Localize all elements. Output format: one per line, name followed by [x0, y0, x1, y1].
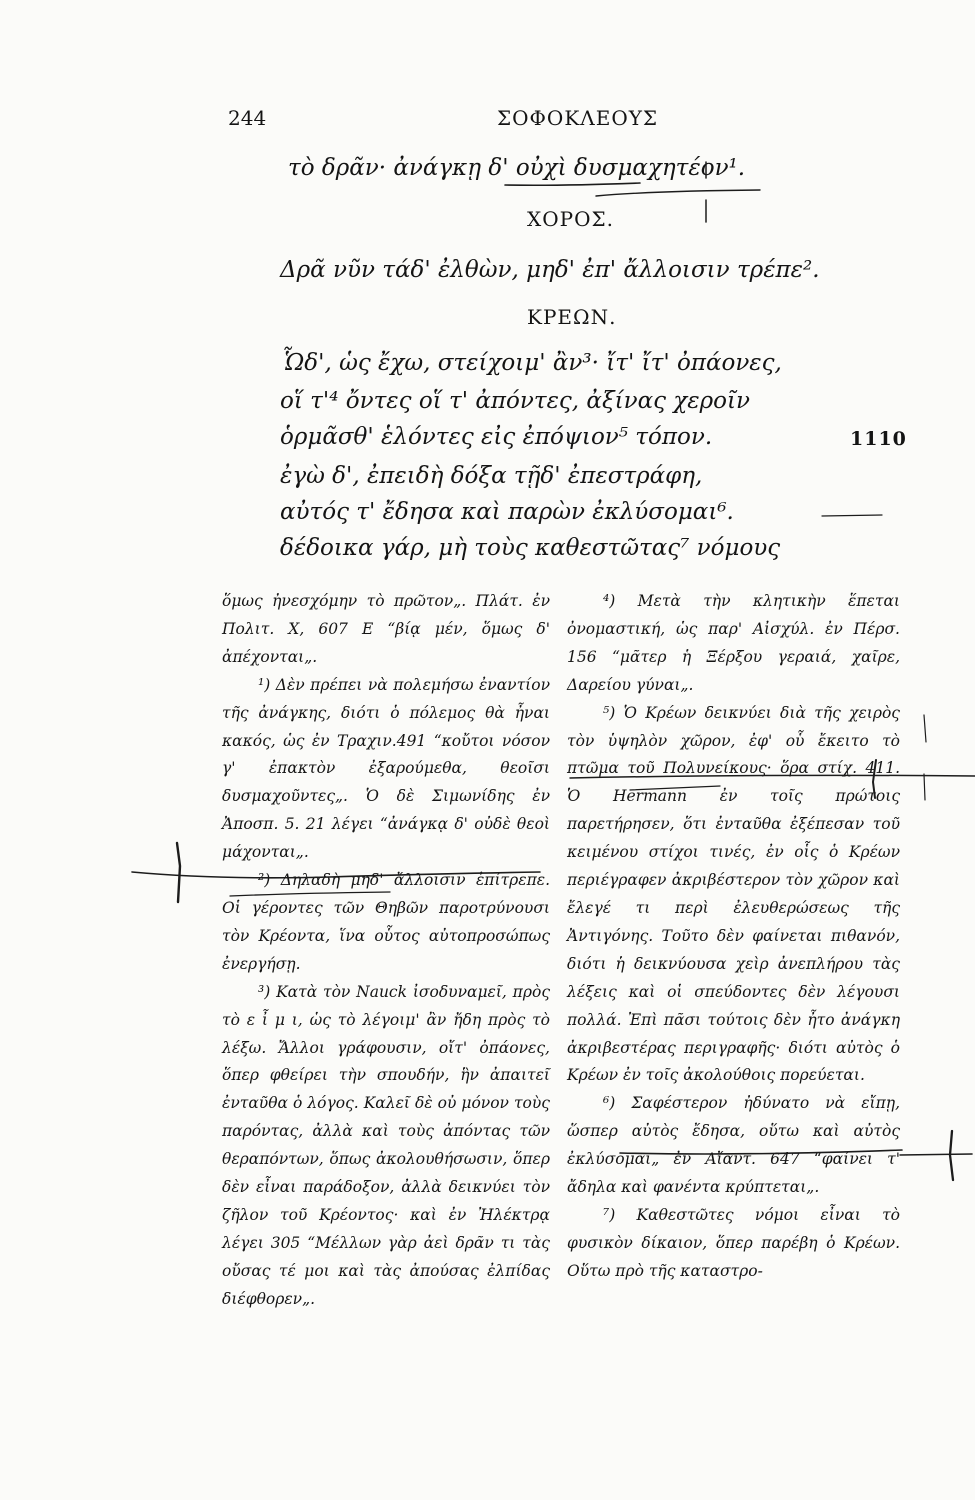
verse-line: δέδοικα γάρ, μὴ τοὺς καθεστῶτας⁷ νόμους — [280, 535, 781, 561]
speaker-chorus: ΧΟΡΟΣ. — [527, 207, 614, 231]
pen-underline — [505, 183, 640, 185]
footnote-3: ³) Κατὰ τὸν Nauck ἰσοδυναμεῖ, πρὸς τὸ ε ἶ μ ι, ὡς τὸ λέγοιμ' ἂν ἤδη πρὸς τὸ λέξω. Ἄλλοι γράφουσιν, οἴτ' ὀπάονες, ὅπερ φθείρει τὴν σπουδήν, ἣν ἀπαιτεῖ ἐνταῦθα ὁ λόγος. Καλεῖ δὲ οὐ μόνον τοὺς παρόντας, ἀλλὰ καὶ τοὺς ἀπόντας τῶν θεραπόντων, ὅπως ἀκολουθήσωσιν, ὅπερ δὲν εἶναι παράδοξον, ἀλλὰ δεικνύει τὸν ζῆλον τοῦ Κρέοντος· καὶ ἐν Ἠλέκτρᾳ λέγει 305 “Μέλλων γὰρ ἀεὶ δρᾶν τι τὰς οὔσας τέ μοι καὶ τὰς ἀπούσας ἐλπίδας διέφθορεν„. — [222, 982, 550, 1308]
verse-line: Δρᾶ νῦν τάδ' ἐλθὼν, μηδ' ἐπ' ἄλλοισιν τρέπε². — [280, 257, 820, 283]
speaker-creon: ΚΡΕΩΝ. — [527, 305, 617, 329]
verse-line: αὐτός τ' ἔδησα καὶ παρὼν ἐκλύσομαι⁶. — [280, 499, 734, 525]
footnote-6: ⁶) Σαφέστερον ἠδύνατο νὰ εἴπῃ, ὥσπερ αὐτὸς ἔδησα, οὕτω καὶ αὐτὸς ἐκλύσομαι„ ἐν Αἴαντ. 647 “φαίνει τ' ἄδηλα καὶ φανέντα κρύπτεται„. — [567, 1094, 900, 1197]
footnotes-right-column — [567, 588, 900, 1286]
pen-cross-mark — [177, 843, 180, 902]
page-number: 244 — [228, 106, 267, 130]
verse-line: Ὧδ', ὡς ἔχω, στείχοιμ' ἂν³· ἴτ' ἴτ' ὀπάονες, — [282, 350, 782, 376]
verse-line: τὸ δρᾶν· ἀνάγκῃ δ' οὐχὶ δυσμαχητέον¹. — [288, 155, 746, 181]
pen-cross-mark — [950, 1131, 953, 1180]
pen-margin-line — [924, 715, 926, 800]
footnote-continuation: ὅμως ἠνεσχόμην τὸ πρῶτον„. Πλάτ. ἐν Πολιτ. Χ, 607 Ε “βίᾳ μέν, ὅμως δ' ἀπέχονται„. — [222, 592, 550, 666]
pen-underline — [596, 190, 760, 196]
verse-line: ὁρμᾶσθ' ἑλόντες εἰς ἐπόψιον⁵ τόπον. — [280, 424, 713, 450]
pen-underline — [822, 515, 882, 516]
footnote-4: ⁴) Μετὰ τὴν κλητικὴν ἕπεται ὀνομαστική, ὡς παρ' Αἰσχύλ. ἐν Πέρσ. 156 “μᾶτερ ἡ Ξέρξου γεραιά, χαῖρε, Δαρείου γύναι„. — [567, 592, 900, 694]
pen-cross-mark — [900, 1154, 972, 1155]
footnotes-left-column — [222, 588, 550, 1314]
footnote-2: ²) Δηλαδὴ μηδ' ἄλλοισιν ἐπίτρεπε. Οἱ γέροντες τῶν Θηβῶν παροτρύνουσι τὸν Κρέοντα, ἵνα οὗτος αὐτοπροσώπως ἐνεργήσῃ. — [222, 871, 550, 973]
verse-line: οἵ τ'⁴ ὄντες οἵ τ' ἀπόντες, ἀξίνας χεροῖν — [280, 388, 750, 414]
running-title: ΣΟΦΟΚΛΕΟΥΣ — [497, 106, 659, 130]
line-number: 1110 — [850, 428, 907, 450]
footnote-7: ⁷) Καθεστῶτες νόμοι εἶναι τὸ φυσικὸν δίκαιον, ὅπερ παρέβη ὁ Κρέων. Οὕτω πρὸ τῆς καταστρο- — [567, 1205, 900, 1280]
footnote-5: ⁵) Ὁ Κρέων δεικνύει διὰ τῆς χειρὸς τὸν ὑψηλὸν χῶρον, ἐφ' οὗ ἔκειτο τὸ πτῶμα τοῦ Πολυνείκους· ὅρα στίχ. 411. Ὁ Hermann ἐν τοῖς πρώτοις παρετήρησεν, ὅτι ἐνταῦθα ἐξέπεσαν τοῦ κειμένου στίχοι τινές, ἐν οἷς ὁ Κρέων περιέγραφεν ἀκριβέστερον τὸν χῶρον καὶ ἔλεγέ τι περὶ ἐλευθερώσεως τῆς Ἀντιγόνης. Τοῦτο δὲν φαίνεται πιθανόν, διότι ἡ δεικνύουσα χεὶρ ἀνεπλήρου τὰς λέξεις καὶ οἱ σπεύδοντες δὲν λέγουσι πολλά. Ἐπὶ πᾶσι τούτοις δὲν ἦτο ἀνάγκη ἀκριβεστέρας περιγραφῆς· διότι αὐτὸς ὁ Κρέων ἐν τοῖς ἀκολούθοις πορεύεται. — [567, 703, 900, 1085]
verse-line: ἐγὼ δ', ἐπειδὴ δόξα τῇδ' ἐπεστράφη, — [280, 463, 703, 489]
footnote-1: ¹) Δὲν πρέπει νὰ πολεμήσω ἐναντίον τῆς ἀνάγκης, διότι ὁ πόλεμος θὰ ἦναι κακός, ὡς ἐν Τραχιν.491 “κοὔτοι νόσον γ' ἐπακτὸν ἐξαρούμεθα, θεοῖσι δυσμαχοῦντες„. Ὁ δὲ Σιμωνίδης ἐν Ἀποσπ. 5. 21 λέγει “ἀνάγκᾳ δ' οὐδὲ θεοὶ μάχονται„. — [222, 675, 550, 862]
